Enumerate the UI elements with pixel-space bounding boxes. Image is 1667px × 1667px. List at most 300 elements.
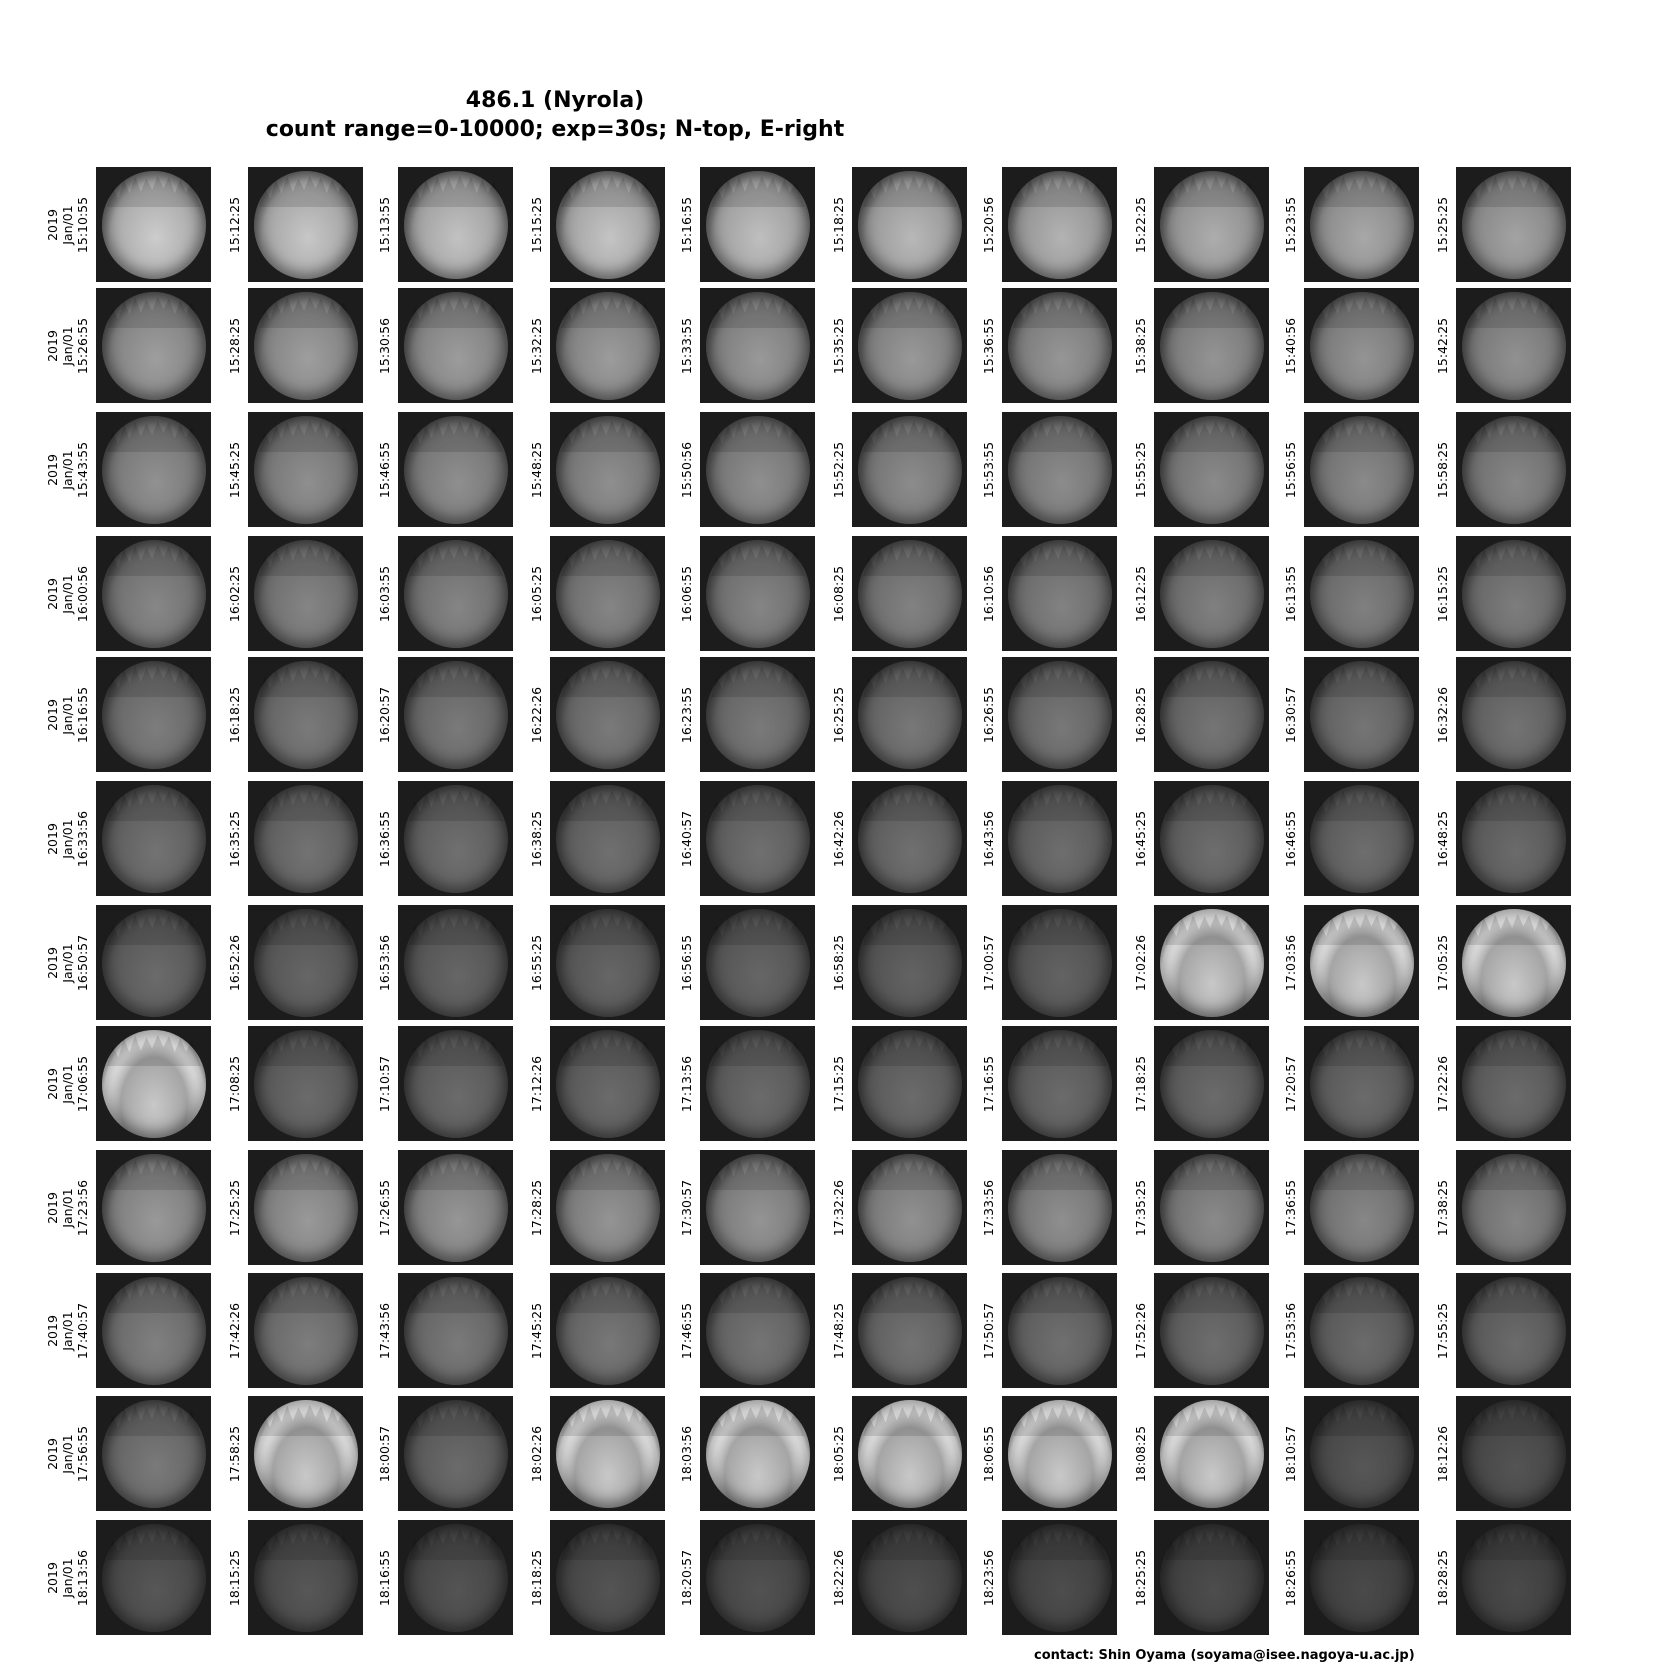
time-label: 16:26:55 bbox=[981, 686, 996, 743]
time-label: 17:12:26 bbox=[529, 1055, 544, 1112]
sky-disk bbox=[556, 416, 660, 524]
sky-disk bbox=[556, 1277, 660, 1385]
time-label: 15:15:25 bbox=[529, 196, 544, 253]
sky-disk bbox=[556, 785, 660, 893]
sky-disk bbox=[706, 1277, 810, 1385]
allsky-thumbnail bbox=[1304, 412, 1419, 527]
timestamp-label bbox=[679, 558, 694, 630]
allsky-thumbnail bbox=[700, 1396, 815, 1511]
allsky-thumbnail bbox=[398, 1520, 513, 1635]
allsky-thumbnail bbox=[1304, 905, 1419, 1020]
time-label: 18:18:25 bbox=[529, 1549, 544, 1606]
sky-disk bbox=[1160, 661, 1264, 769]
sky-disk bbox=[102, 1154, 206, 1262]
sky-disk bbox=[102, 1277, 206, 1385]
sky-disk bbox=[858, 909, 962, 1017]
time-label: 17:25:25 bbox=[227, 1179, 242, 1236]
timestamp-label bbox=[981, 1295, 996, 1367]
time-label: 17:56:55 bbox=[75, 1425, 90, 1482]
allsky-thumbnail bbox=[550, 1520, 665, 1635]
sky-disk bbox=[1008, 1524, 1112, 1632]
time-label: 15:25:25 bbox=[1435, 196, 1450, 253]
timestamp-label bbox=[45, 679, 90, 751]
sky-disk bbox=[1008, 909, 1112, 1017]
time-label: 17:58:25 bbox=[227, 1425, 242, 1482]
time-label: 17:40:57 bbox=[75, 1302, 90, 1359]
sky-disk bbox=[1310, 1030, 1414, 1138]
allsky-thumbnail bbox=[550, 781, 665, 896]
sky-disk bbox=[1310, 171, 1414, 279]
timestamp-label bbox=[679, 1295, 694, 1367]
time-label: 15:55:25 bbox=[1133, 441, 1148, 498]
timestamp-label bbox=[227, 1295, 242, 1367]
timestamp-label bbox=[227, 679, 242, 751]
allsky-thumbnail bbox=[550, 1026, 665, 1141]
allsky-thumbnail bbox=[248, 657, 363, 772]
date-label: Jan/01 bbox=[60, 1557, 75, 1598]
timestamp-label bbox=[831, 189, 846, 261]
time-label: 17:06:55 bbox=[75, 1055, 90, 1112]
timestamp-label bbox=[377, 189, 392, 261]
allsky-thumbnail bbox=[700, 657, 815, 772]
timestamp-label bbox=[377, 803, 392, 875]
timestamp-label bbox=[1435, 189, 1450, 261]
timestamp-label bbox=[377, 434, 392, 506]
sky-disk bbox=[556, 1400, 660, 1508]
timestamp-label bbox=[227, 1048, 242, 1120]
allsky-thumbnail bbox=[1304, 1520, 1419, 1635]
time-label: 16:32:26 bbox=[1435, 686, 1450, 743]
allsky-thumbnail bbox=[96, 1273, 211, 1388]
sky-disk bbox=[556, 1524, 660, 1632]
year-label: 2019 bbox=[45, 1561, 60, 1594]
allsky-thumbnail bbox=[1002, 536, 1117, 651]
allsky-thumbnail bbox=[700, 905, 815, 1020]
date-label: Jan/01 bbox=[60, 818, 75, 859]
allsky-thumbnail bbox=[1154, 905, 1269, 1020]
time-label: 16:18:25 bbox=[227, 686, 242, 743]
allsky-thumbnail bbox=[1002, 905, 1117, 1020]
allsky-thumbnail bbox=[1002, 1026, 1117, 1141]
allsky-thumbnail bbox=[852, 1026, 967, 1141]
time-label: 16:20:57 bbox=[377, 686, 392, 743]
timestamp-label bbox=[679, 189, 694, 261]
timestamp-label bbox=[1133, 927, 1148, 999]
timestamp-label bbox=[1435, 803, 1450, 875]
date-label: Jan/01 bbox=[60, 325, 75, 366]
allsky-thumbnail bbox=[1002, 288, 1117, 403]
timestamp-label bbox=[981, 189, 996, 261]
timestamp-label bbox=[529, 803, 544, 875]
allsky-thumbnail bbox=[1456, 1026, 1571, 1141]
time-label: 17:55:25 bbox=[1435, 1302, 1450, 1359]
allsky-thumbnail bbox=[852, 412, 967, 527]
timestamp-label bbox=[529, 1418, 544, 1490]
timestamp-label bbox=[831, 1542, 846, 1614]
allsky-thumbnail bbox=[550, 536, 665, 651]
allsky-thumbnail bbox=[852, 1520, 967, 1635]
sky-disk bbox=[1462, 540, 1566, 648]
timestamp-label bbox=[1435, 434, 1450, 506]
timestamp-label bbox=[377, 1048, 392, 1120]
timestamp-label bbox=[1133, 558, 1148, 630]
time-label: 16:58:25 bbox=[831, 934, 846, 991]
timestamp-label bbox=[1133, 679, 1148, 751]
timestamp-label bbox=[679, 803, 694, 875]
timestamp-label bbox=[529, 1048, 544, 1120]
allsky-thumbnail bbox=[1456, 1396, 1571, 1511]
allsky-thumbnail bbox=[700, 1273, 815, 1388]
year-label: 2019 bbox=[45, 1191, 60, 1224]
timestamp-label bbox=[1435, 558, 1450, 630]
allsky-thumbnail bbox=[248, 1273, 363, 1388]
time-label: 17:16:55 bbox=[981, 1055, 996, 1112]
timestamp-label bbox=[1283, 1172, 1298, 1244]
timestamp-label bbox=[377, 679, 392, 751]
allsky-thumbnail bbox=[700, 781, 815, 896]
time-label: 16:52:26 bbox=[227, 934, 242, 991]
sky-disk bbox=[1160, 1154, 1264, 1262]
sky-disk bbox=[1462, 909, 1566, 1017]
timestamp-label bbox=[1133, 1418, 1148, 1490]
timestamp-label bbox=[1283, 558, 1298, 630]
allsky-thumbnail bbox=[852, 1273, 967, 1388]
timestamp-label bbox=[1133, 1295, 1148, 1367]
time-label: 15:35:25 bbox=[831, 317, 846, 374]
time-label: 16:33:56 bbox=[75, 810, 90, 867]
allsky-thumbnail bbox=[248, 536, 363, 651]
timestamp-label bbox=[1133, 803, 1148, 875]
timestamp-label bbox=[831, 1295, 846, 1367]
time-label: 15:22:25 bbox=[1133, 196, 1148, 253]
allsky-thumbnail bbox=[248, 288, 363, 403]
time-label: 15:30:56 bbox=[377, 317, 392, 374]
time-label: 18:20:57 bbox=[679, 1549, 694, 1606]
time-label: 17:33:56 bbox=[981, 1179, 996, 1236]
time-label: 16:25:25 bbox=[831, 686, 846, 743]
allsky-thumbnail bbox=[1456, 657, 1571, 772]
timestamp-label bbox=[227, 803, 242, 875]
time-label: 16:12:25 bbox=[1133, 565, 1148, 622]
date-label: Jan/01 bbox=[60, 449, 75, 490]
timestamp-label bbox=[529, 1172, 544, 1244]
time-label: 15:20:56 bbox=[981, 196, 996, 253]
time-label: 17:42:26 bbox=[227, 1302, 242, 1359]
allsky-thumbnail bbox=[550, 288, 665, 403]
time-label: 17:43:56 bbox=[377, 1302, 392, 1359]
timestamp-label bbox=[679, 1542, 694, 1614]
sky-disk bbox=[1160, 909, 1264, 1017]
time-label: 15:32:25 bbox=[529, 317, 544, 374]
time-label: 17:48:25 bbox=[831, 1302, 846, 1359]
allsky-thumbnail bbox=[700, 1026, 815, 1141]
allsky-thumbnail bbox=[96, 1396, 211, 1511]
timestamp-label bbox=[1435, 1048, 1450, 1120]
allsky-thumbnail bbox=[700, 1150, 815, 1265]
timestamp-label bbox=[981, 310, 996, 382]
allsky-thumbnail bbox=[248, 1396, 363, 1511]
sky-disk bbox=[556, 540, 660, 648]
allsky-thumbnail bbox=[1304, 167, 1419, 282]
time-label: 17:22:26 bbox=[1435, 1055, 1450, 1112]
timestamp-label bbox=[377, 1418, 392, 1490]
time-label: 15:16:55 bbox=[679, 196, 694, 253]
allsky-thumbnail bbox=[550, 905, 665, 1020]
sky-disk bbox=[404, 171, 508, 279]
sky-disk bbox=[706, 661, 810, 769]
time-label: 16:30:57 bbox=[1283, 686, 1298, 743]
allsky-thumbnail bbox=[96, 905, 211, 1020]
timestamp-label bbox=[45, 927, 90, 999]
sky-disk bbox=[858, 416, 962, 524]
sky-disk bbox=[102, 292, 206, 400]
timestamp-label bbox=[529, 434, 544, 506]
allsky-thumbnail bbox=[398, 657, 513, 772]
timestamp-label bbox=[227, 558, 242, 630]
time-label: 16:56:55 bbox=[679, 934, 694, 991]
timestamp-label bbox=[529, 679, 544, 751]
sky-disk bbox=[102, 661, 206, 769]
allsky-thumbnail bbox=[1002, 1396, 1117, 1511]
allsky-thumbnail bbox=[1456, 781, 1571, 896]
sky-disk bbox=[858, 1030, 962, 1138]
sky-disk bbox=[1160, 540, 1264, 648]
timestamp-label bbox=[679, 310, 694, 382]
time-label: 16:06:55 bbox=[679, 565, 694, 622]
time-label: 17:30:57 bbox=[679, 1179, 694, 1236]
time-label: 17:03:56 bbox=[1283, 934, 1298, 991]
timestamp-label bbox=[831, 310, 846, 382]
time-label: 18:12:26 bbox=[1435, 1425, 1450, 1482]
time-label: 17:32:26 bbox=[831, 1179, 846, 1236]
sky-disk bbox=[102, 1524, 206, 1632]
sky-disk bbox=[404, 1400, 508, 1508]
time-label: 16:23:55 bbox=[679, 686, 694, 743]
timestamp-label bbox=[981, 1542, 996, 1614]
timestamp-label bbox=[981, 1172, 996, 1244]
time-label: 17:28:25 bbox=[529, 1179, 544, 1236]
sky-disk bbox=[706, 785, 810, 893]
allsky-thumbnail bbox=[1154, 781, 1269, 896]
timestamp-label bbox=[1133, 1542, 1148, 1614]
date-label: Jan/01 bbox=[60, 1187, 75, 1228]
timestamp-label bbox=[1435, 679, 1450, 751]
timestamp-label bbox=[1283, 1418, 1298, 1490]
allsky-thumbnail bbox=[852, 288, 967, 403]
timestamp-label bbox=[377, 927, 392, 999]
timestamp-label bbox=[981, 679, 996, 751]
sky-disk bbox=[254, 785, 358, 893]
date-label: Jan/01 bbox=[60, 1063, 75, 1104]
timestamp-label bbox=[1133, 310, 1148, 382]
sky-disk bbox=[1008, 1400, 1112, 1508]
allsky-thumbnail bbox=[852, 536, 967, 651]
year-label: 2019 bbox=[45, 946, 60, 979]
allsky-thumbnail bbox=[700, 412, 815, 527]
allsky-thumbnail bbox=[1304, 1396, 1419, 1511]
timestamp-label bbox=[981, 558, 996, 630]
sky-disk bbox=[1008, 1030, 1112, 1138]
timestamp-label bbox=[1133, 1048, 1148, 1120]
time-label: 15:38:25 bbox=[1133, 317, 1148, 374]
date-label: Jan/01 bbox=[60, 694, 75, 735]
time-label: 15:48:25 bbox=[529, 441, 544, 498]
timestamp-label bbox=[227, 1542, 242, 1614]
sky-disk bbox=[102, 1400, 206, 1508]
sky-disk bbox=[254, 909, 358, 1017]
timestamp-label bbox=[831, 679, 846, 751]
sky-disk bbox=[404, 661, 508, 769]
sky-disk bbox=[254, 416, 358, 524]
timestamp-label bbox=[1283, 803, 1298, 875]
timestamp-label bbox=[227, 927, 242, 999]
timestamp-label bbox=[1283, 310, 1298, 382]
timestamp-label bbox=[1283, 1048, 1298, 1120]
sky-disk bbox=[1462, 1524, 1566, 1632]
sky-disk bbox=[404, 1524, 508, 1632]
sky-disk bbox=[1160, 1524, 1264, 1632]
sky-disk bbox=[1462, 171, 1566, 279]
timestamp-label bbox=[45, 434, 90, 506]
allsky-thumbnail bbox=[248, 1026, 363, 1141]
allsky-thumbnail bbox=[1154, 1273, 1269, 1388]
time-label: 15:53:55 bbox=[981, 441, 996, 498]
time-label: 16:16:55 bbox=[75, 686, 90, 743]
allsky-thumbnail bbox=[1002, 781, 1117, 896]
time-label: 17:46:55 bbox=[679, 1302, 694, 1359]
timestamp-label bbox=[1435, 1542, 1450, 1614]
sky-disk bbox=[102, 171, 206, 279]
time-label: 18:15:25 bbox=[227, 1549, 242, 1606]
allsky-thumbnail bbox=[96, 536, 211, 651]
sky-disk bbox=[1008, 171, 1112, 279]
allsky-thumbnail bbox=[96, 288, 211, 403]
allsky-thumbnail bbox=[1456, 1520, 1571, 1635]
time-label: 17:08:25 bbox=[227, 1055, 242, 1112]
sky-disk bbox=[404, 1277, 508, 1385]
timestamp-label bbox=[45, 189, 90, 261]
allsky-thumbnail bbox=[1154, 1026, 1269, 1141]
sky-disk bbox=[404, 1030, 508, 1138]
allsky-thumbnail bbox=[852, 781, 967, 896]
time-label: 17:18:25 bbox=[1133, 1055, 1148, 1112]
sky-disk bbox=[1008, 292, 1112, 400]
time-label: 17:10:57 bbox=[377, 1055, 392, 1112]
sky-disk bbox=[1310, 785, 1414, 893]
time-label: 18:25:25 bbox=[1133, 1549, 1148, 1606]
allsky-thumbnail bbox=[550, 1273, 665, 1388]
sky-disk bbox=[1160, 171, 1264, 279]
timestamp-label bbox=[1435, 927, 1450, 999]
date-label: Jan/01 bbox=[60, 573, 75, 614]
sky-disk bbox=[1462, 1154, 1566, 1262]
sky-disk bbox=[706, 540, 810, 648]
time-label: 15:10:55 bbox=[75, 196, 90, 253]
sky-disk bbox=[254, 1154, 358, 1262]
sky-disk bbox=[858, 540, 962, 648]
allsky-thumbnail bbox=[1456, 536, 1571, 651]
sky-disk bbox=[404, 416, 508, 524]
timestamp-label bbox=[1283, 434, 1298, 506]
sky-disk bbox=[404, 292, 508, 400]
title-line-2: count range=0-10000; exp=30s; N-top, E-right bbox=[265, 117, 845, 142]
time-label: 18:08:25 bbox=[1133, 1425, 1148, 1482]
allsky-thumbnail bbox=[1304, 288, 1419, 403]
contact-note: contact: Shin Oyama (soyama@isee.nagoya-u.ac.jp) bbox=[1034, 1648, 1415, 1663]
allsky-thumbnail bbox=[398, 1396, 513, 1511]
allsky-thumbnail bbox=[96, 657, 211, 772]
sky-disk bbox=[1008, 416, 1112, 524]
allsky-thumbnail bbox=[248, 781, 363, 896]
year-label: 2019 bbox=[45, 208, 60, 241]
timestamp-label bbox=[981, 1048, 996, 1120]
timestamp-label bbox=[529, 189, 544, 261]
allsky-thumbnail bbox=[1154, 412, 1269, 527]
time-label: 17:50:57 bbox=[981, 1302, 996, 1359]
allsky-thumbnail bbox=[96, 1026, 211, 1141]
sky-disk bbox=[556, 171, 660, 279]
sky-disk bbox=[1310, 292, 1414, 400]
allsky-thumbnail bbox=[1304, 1150, 1419, 1265]
time-label: 17:38:25 bbox=[1435, 1179, 1450, 1236]
year-label: 2019 bbox=[45, 577, 60, 610]
sky-disk bbox=[1160, 292, 1264, 400]
sky-disk bbox=[102, 909, 206, 1017]
sky-disk bbox=[1310, 1277, 1414, 1385]
allsky-thumbnail bbox=[248, 167, 363, 282]
allsky-thumbnail bbox=[1002, 1273, 1117, 1388]
sky-disk bbox=[102, 416, 206, 524]
sky-disk bbox=[556, 292, 660, 400]
time-label: 16:15:25 bbox=[1435, 565, 1450, 622]
time-label: 16:38:25 bbox=[529, 810, 544, 867]
time-label: 16:28:25 bbox=[1133, 686, 1148, 743]
time-label: 17:15:25 bbox=[831, 1055, 846, 1112]
timestamp-label bbox=[45, 310, 90, 382]
allsky-thumbnail bbox=[1002, 657, 1117, 772]
timestamp-label bbox=[227, 189, 242, 261]
sky-disk bbox=[1310, 661, 1414, 769]
sky-disk bbox=[858, 785, 962, 893]
allsky-thumbnail bbox=[700, 288, 815, 403]
allsky-thumbnail bbox=[398, 412, 513, 527]
timestamp-label bbox=[1283, 1295, 1298, 1367]
allsky-thumbnail bbox=[700, 1520, 815, 1635]
allsky-thumbnail bbox=[852, 905, 967, 1020]
allsky-thumbnail bbox=[852, 1150, 967, 1265]
sky-disk bbox=[1310, 1524, 1414, 1632]
time-label: 16:03:55 bbox=[377, 565, 392, 622]
sky-disk bbox=[858, 1400, 962, 1508]
sky-disk bbox=[1160, 1277, 1264, 1385]
timestamp-label bbox=[831, 558, 846, 630]
time-label: 17:52:26 bbox=[1133, 1302, 1148, 1359]
allsky-thumbnail bbox=[96, 1520, 211, 1635]
allsky-thumbnail bbox=[1154, 1396, 1269, 1511]
time-label: 16:42:26 bbox=[831, 810, 846, 867]
time-label: 16:35:25 bbox=[227, 810, 242, 867]
allsky-thumbnail bbox=[96, 781, 211, 896]
time-label: 15:13:55 bbox=[377, 196, 392, 253]
allsky-thumbnail bbox=[1304, 781, 1419, 896]
sky-disk bbox=[404, 540, 508, 648]
time-label: 15:42:25 bbox=[1435, 317, 1450, 374]
allsky-thumbnail bbox=[550, 412, 665, 527]
timestamp-label bbox=[1133, 189, 1148, 261]
time-label: 17:53:56 bbox=[1283, 1302, 1298, 1359]
allsky-thumbnail bbox=[248, 905, 363, 1020]
allsky-thumbnail bbox=[1002, 412, 1117, 527]
